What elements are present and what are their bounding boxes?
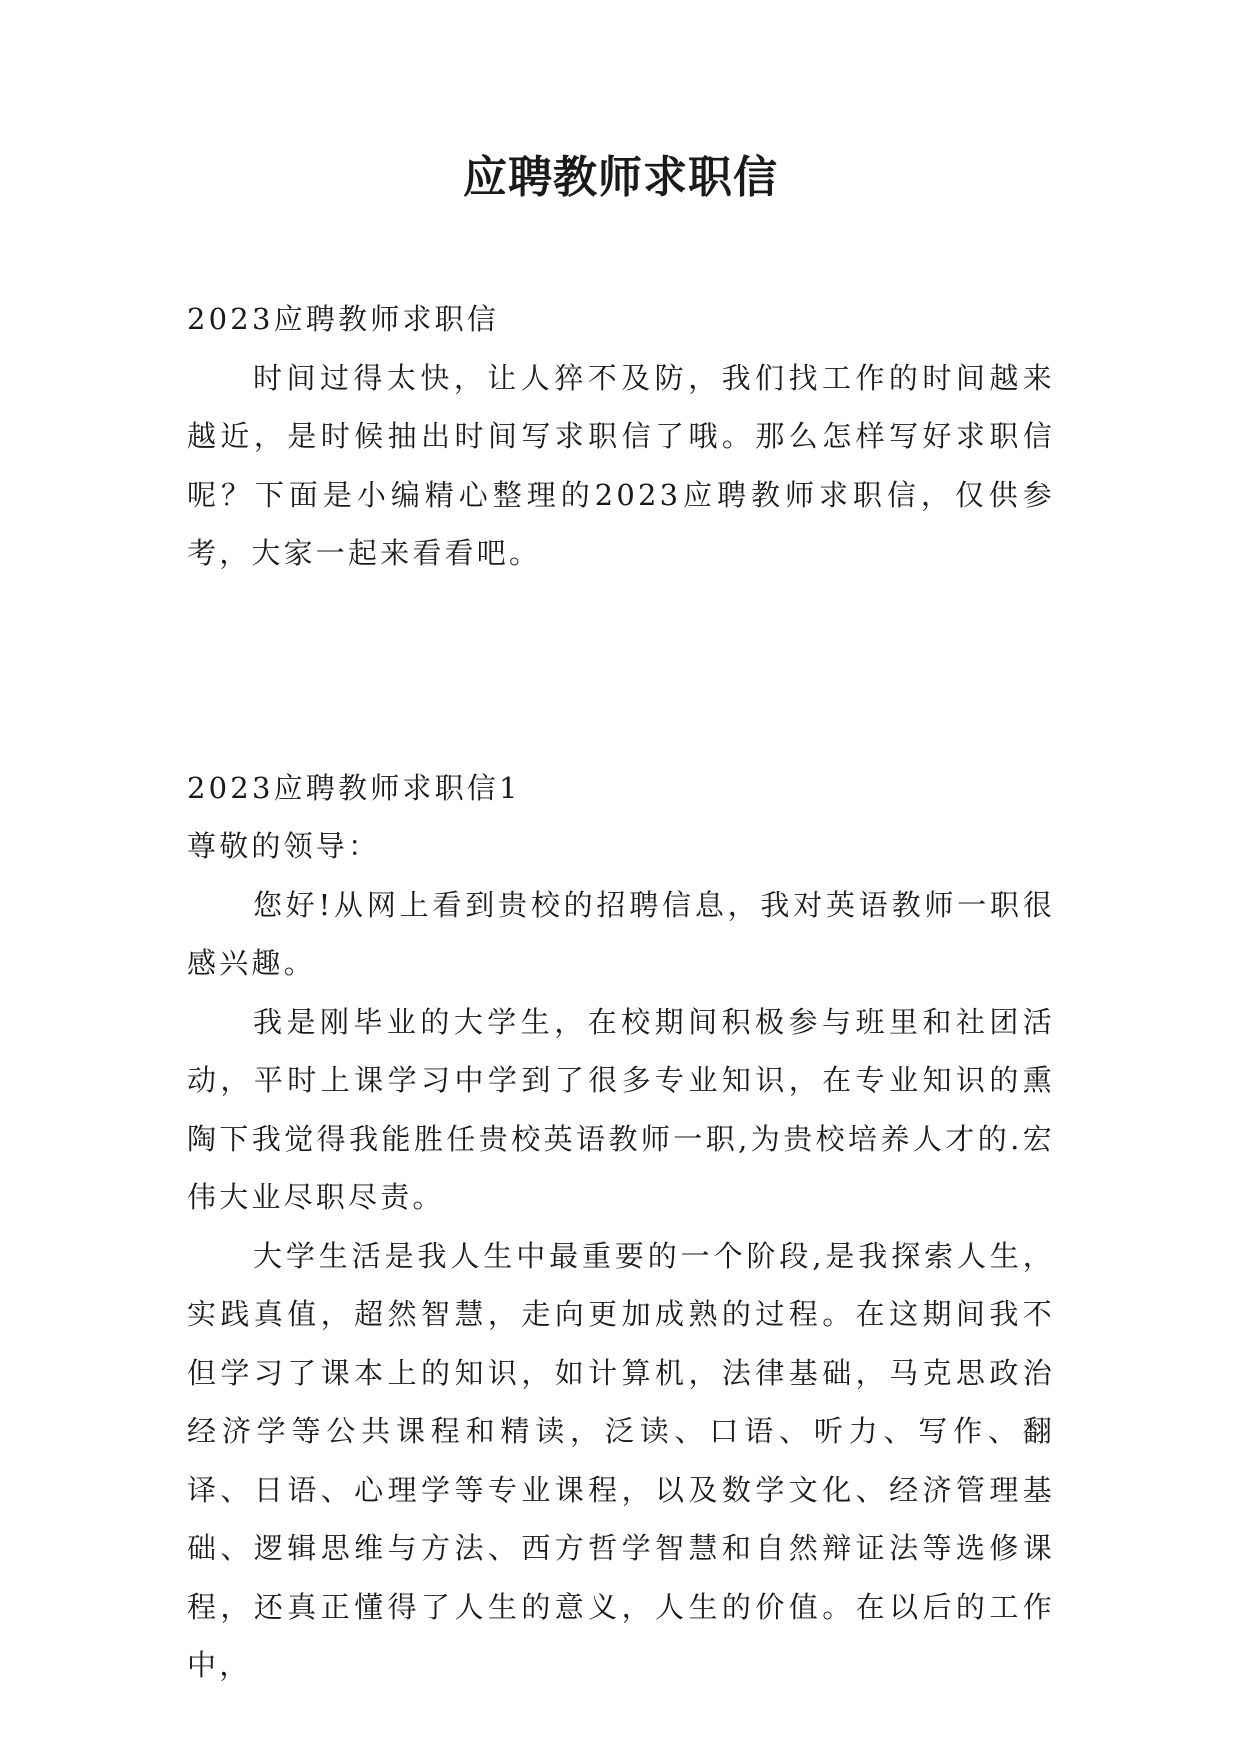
- document-title: 应聘教师求职信: [463, 152, 778, 203]
- document-body: [187, 290, 1055, 1695]
- body-paragraph-1: 您好!从网上看到贵校的招聘信息，我对英语教师一职很感兴趣。: [187, 887, 1055, 980]
- body-paragraph-3: 大学生活是我人生中最重要的一个阶段,是我探索人生，实践真值，超然智慧，走向更加成熟的过程。在这期间我不但学习了课本上的知识，如计算机，法律基础，马克思政治经济学等公共课程和精读，泛读、口语、听力、写作、翻译、日语、心理学等专业课程，以及数学文化、经济管理基础、逻辑思维与方法、西方哲学智慧和自然辩证法等选修课程，还真正懂得了人生的意义，人生的价值。在以后的工作中，: [187, 1238, 1055, 1682]
- section-heading: 2023应聘教师求职信1: [187, 770, 521, 805]
- salutation: 尊敬的领导：: [187, 829, 381, 863]
- intro-paragraph: 时间过得太快，让人猝不及防，我们找工作的时间越来越近，是时候抽出时间写求职信了哦。那么怎样写好求职信呢？下面是小编精心整理的2023应聘教师求职信，仅供参考，大家一起来看看吧。: [187, 360, 1055, 570]
- section-gap: [187, 583, 1055, 759]
- body-paragraph-2: 我是刚毕业的大学生，在校期间积极参与班里和社团活动，平时上课学习中学到了很多专业知识，在专业知识的熏陶下我觉得我能胜任贵校英语教师一职,为贵校培养人才的.宏伟大业尽职尽责。: [187, 1004, 1055, 1214]
- document-subtitle: 2023应聘教师求职信: [187, 302, 500, 336]
